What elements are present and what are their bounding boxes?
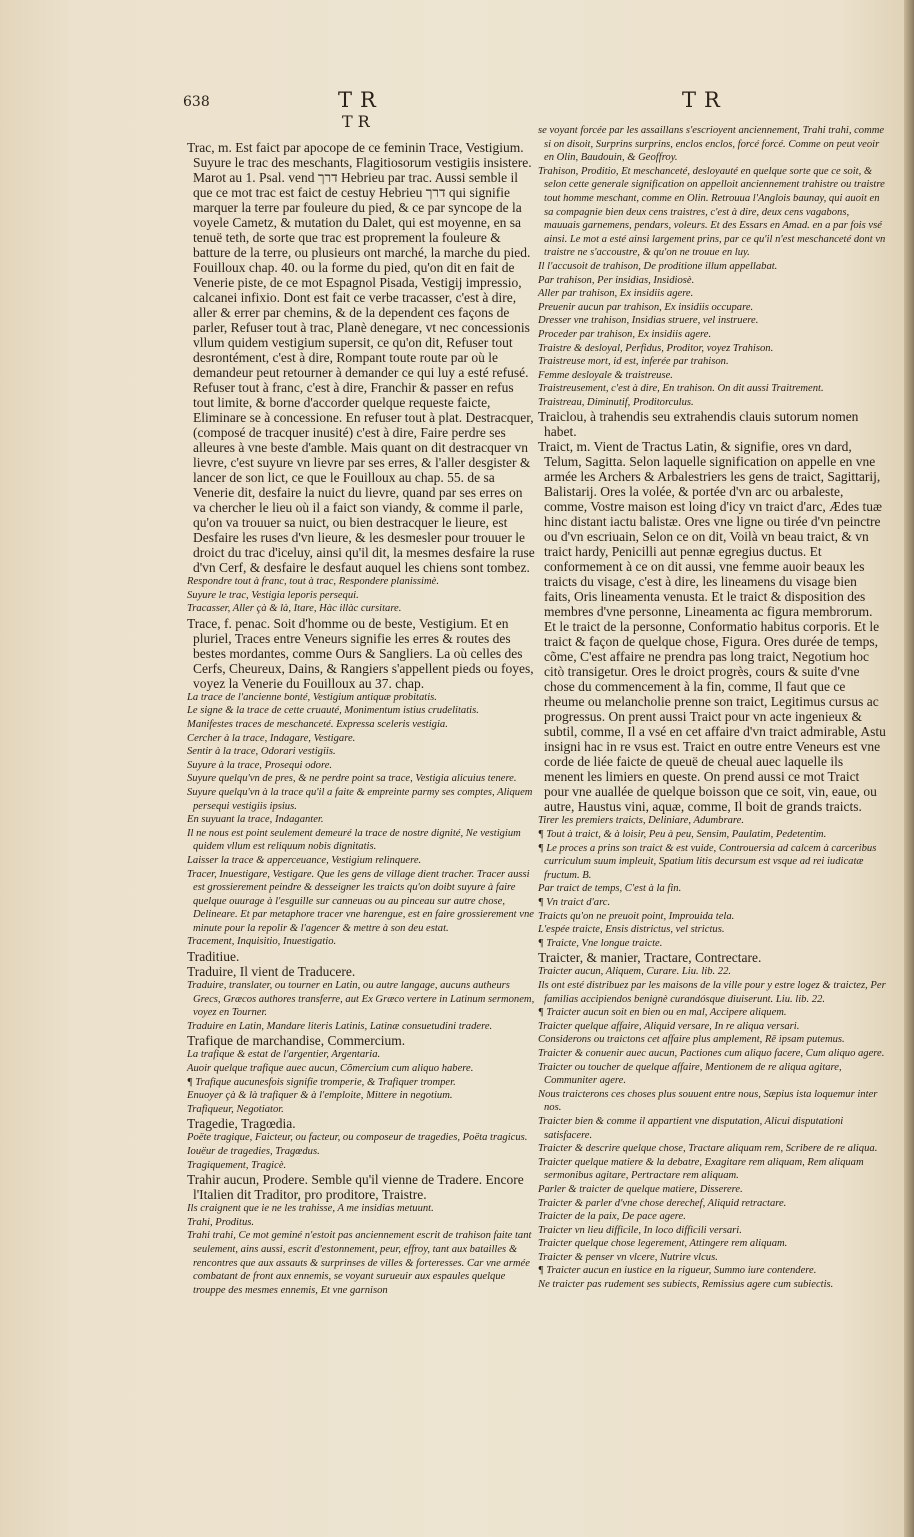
dictionary-entry: Auoir quelque trafique auec aucun, Cõmercium cum aliquo habere. bbox=[187, 1063, 474, 1075]
dictionary-entry: Traicter quelque matiere & la debatre, Exagitare rem aliquam, Rem aliquam sermonibus agitare, Pertractare rem aliquam. bbox=[538, 1156, 864, 1182]
dictionary-entry: ¶ Vn traict d'arc. bbox=[538, 897, 611, 909]
dictionary-entry: Traistreuse mort, id est, inferée par trahison. bbox=[538, 356, 729, 368]
dictionary-entry: Traicter vn lieu difficile, In loco difficili versari. bbox=[538, 1224, 742, 1236]
dictionary-entry: Trafique de marchandise, Commercium. bbox=[187, 1033, 406, 1049]
dictionary-entry: Trafiqueur, Negotiator. bbox=[187, 1103, 284, 1115]
dictionary-entry: Enuoyer çà & là trafiquer & à l'emploite, Mittere in negotium. bbox=[187, 1090, 453, 1102]
dictionary-entry: La trafique & estat de l'argentier, Argentaria. bbox=[187, 1049, 381, 1061]
page-number: 638 bbox=[183, 94, 210, 110]
dictionary-entry: Traicter & penser vn vlcere, Nutrire vlcus. bbox=[538, 1251, 718, 1263]
dictionary-entry: Traduire, translater, ou tourner en Latin, ou autre langage, aucuns autheurs Grecs, Græcos authores transferre, aut Ex Græco vertere in Latinum sermonem, voyez en Tourner. bbox=[187, 980, 535, 1019]
dictionary-entry: Traduire en Latin, Mandare literis Latinis, Latinæ consuetudini tradere. bbox=[187, 1020, 493, 1032]
page-header bbox=[0, 86, 914, 131]
dictionary-entry: Traicter de la paix, De pace agere. bbox=[538, 1211, 686, 1223]
dictionary-entry: Tracasser, Aller çà & là, Itare, Hàc illàc cursitare. bbox=[187, 603, 402, 615]
dictionary-entry: Trahir aucun, Prodere. Semble qu'il vienne de Tradere. Encore l'Italien dit Traditor, pro proditore, Traistre. bbox=[187, 1172, 524, 1203]
dictionary-entry: ¶ Le proces a prins son traict & est vuide, Controuersia ad calcem à carceribus curriculum suum impleuit, Spatium litis decursum est vsque ad rei iudicatæ fructum. B. bbox=[538, 842, 877, 881]
dictionary-entry: Tracement, Inquisitio, Inuestigatio. bbox=[187, 936, 337, 948]
dictionary-entry: Traicter aucun, Aliquem, Curare. Liu. lib. 22. bbox=[538, 966, 732, 978]
dictionary-entry: En suyuant la trace, Indaganter. bbox=[187, 814, 324, 826]
dictionary-entry: Tragiquement, Tragicè. bbox=[187, 1159, 287, 1171]
dictionary-entry: Preuenir aucun par trahison, Ex insidiis occupare. bbox=[538, 301, 754, 313]
dictionary-entry: Manifestes traces de meschanceté. Expressa sceleris vestigia. bbox=[187, 718, 448, 730]
dictionary-entry: ¶ Tout à traict, & à loisir, Peu à peu, Sensim, Paulatim, Pedetentim. bbox=[538, 829, 827, 841]
dictionary-entry: ¶ Traicter aucun en iustice en la rigueur, Summo iure contendere. bbox=[538, 1265, 817, 1277]
section-heading: TR bbox=[342, 112, 375, 131]
dictionary-entry: Traicter & conuenir auec aucun, Pactiones cum aliquo facere, Cum aliquo agere. bbox=[538, 1047, 885, 1059]
dictionary-entry: Traicter, & manier, Tractare, Contrectare. bbox=[538, 950, 762, 966]
dictionary-entry: Traicter ou toucher de quelque affaire, Mentionem de re aliqua agitare, Communiter agere. bbox=[538, 1061, 842, 1087]
running-head-left: TR bbox=[338, 88, 384, 112]
dictionary-entry: La trace de l'ancienne bonté, Vestigium antiquæ probitatis. bbox=[187, 691, 437, 703]
dictionary-entry: Traicter quelque chose legerement, Attingere rem aliquam. bbox=[538, 1238, 788, 1250]
dictionary-entry: se voyant forcée par les assaillans s'escrioyent anciennement, Trahi trahi, comme si on disoit, Surprins surprins, enclos enclos, forcé forcé. Comme on peut veoir en Olin, Baudouin, & Geoffroy. bbox=[538, 125, 885, 164]
dictionary-entry: ¶ Traicte, Vne longue traicte. bbox=[538, 937, 663, 949]
dictionary-entry: Suyure à la trace, Prosequi odore. bbox=[187, 759, 333, 771]
dictionary-entry: Tragedie, Tragœdia. bbox=[187, 1116, 296, 1132]
dictionary-entry: Par traict de temps, C'est à la fin. bbox=[538, 883, 682, 895]
dictionary-entry: Ils ont esté distribuez par les maisons de la ville pour y estre logez & traictez, Per familias accipiendos benignè curandósque diuiserunt. Liu. lib. 22. bbox=[538, 980, 886, 1005]
dictionary-entry: Le signe & la trace de cette cruauté, Monimentum istius crudelitatis. bbox=[187, 705, 479, 717]
dictionary-entry: ¶ Traicter aucun soit en bien ou en mal, Accipere aliquem. bbox=[538, 1007, 787, 1019]
dictionary-entry: Traistreau, Diminutif, Proditorculus. bbox=[538, 396, 694, 408]
dictionary-entry: Aller par trahison, Ex insidiis agere. bbox=[538, 288, 694, 300]
dictionary-entry: L'espée traicte, Ensis districtus, vel strictus. bbox=[538, 924, 725, 936]
dictionary-entry: Ne traicter pas rudement ses subiects, Remissius agere cum subiectis. bbox=[538, 1279, 834, 1291]
right-column bbox=[538, 124, 886, 1292]
dictionary-entry: Traicter quelque affaire, Aliquid versare, In re aliqua versari. bbox=[538, 1020, 800, 1032]
dictionary-entry: Sentir à la trace, Odorari vestigiis. bbox=[187, 746, 336, 758]
dictionary-entry: Traistre & desloyal, Perfidus, Proditor, voyez Trahison. bbox=[538, 342, 774, 354]
dictionary-entry: Traicter & descrire quelque chose, Tractare aliquam rem, Scribere de re aliqua. bbox=[538, 1143, 878, 1155]
dictionary-entry: Traduire, Il vient de Traducere. bbox=[187, 964, 356, 980]
dictionary-entry: Laisser la trace & apperceuance, Vestigium relinquere. bbox=[187, 854, 422, 866]
dictionary-entry: Traict, m. Vient de Tractus Latin, & signifie, ores vn dard, Telum, Sagitta. Selon laquelle signification on appelle en vne armée les Archers & Arbalestriers les gens de traict, Sagittarij, Balistarij. Ores la volée, & portée d'vn arc ou arbaleste, comme, Vostre maison est loing d'icy vn traict d'arc, Ædes tuæ hinc distant iactu balistæ. Ores vne ligne ou tirée d'vn peinctre ou d'vn escriuain, Selon ce on dit, Voilà vn beau traict, & vn traict hardy, Penicilli aut pennæ egregius ductus. Et conformement à ce on dit aussi, vne femme auoir beaux les traicts du visage, c'est à dire, les lineamens du visage bien faits, Oris lineamenta venusta. Et le traict & disposition des membres d'vne personne, Lineamenta ac figura membrorum. Et le traict de la personne, Conformatio habitus corporis. Et le traict & façon de quelque chose, Figura. Ores durée de temps, cõme, C'est affaire ne prendra pas long traict, Negotium hoc citò transigetur. Ores le droict progrès, cours & suite d'vne chose du commencement à la fin, comme, Il faut que ce rheume ou melancholie prenne son traict, Legitimus cursus ac progressus. On prent aussi Traict pour vn acte ingenieux & subtil, comme, Il a vsé en cet affaire d'vn traict admirable, Astu insigni hac in re vsus est. Traict en outre entre Veneurs est vne corde de liée faicte de queuë de cheual auec laquelle ils menent les limiers en queste. On prend aussi ce mot Traict pour vne auallée de quelque boisson que ce soit, vin, eaue, ou autre, Haustus vini, aquæ, comme, Il boit de grands traicts. bbox=[538, 439, 886, 815]
dictionary-entry: Trace, f. penac. Soit d'homme ou de beste, Vestigium. Et en pluriel, Traces entre Veneurs signifie les erres & routes des bestes mordantes, comme Ours & Sangliers. La où celles des Cerfs, Cheureux, Dains, & Rangiers s'appellent pieds ou foyes, voyez la Venerie du Fouilloux au 37. chap. bbox=[187, 615, 534, 691]
dictionary-entry: Trahi, Proditus. bbox=[187, 1216, 255, 1228]
dictionary-entry: Tirer les premiers traicts, Deliniare, Adumbrare. bbox=[538, 815, 744, 827]
dictionary-entry: Traicter bien & comme il appartient vne disputation, Alicui disputationi satisfacere. bbox=[538, 1115, 844, 1141]
dictionary-entry: Femme desloyale & traistreuse. bbox=[538, 369, 673, 381]
dictionary-entry: Ils craignent que ie ne les trahisse, A me insidias metuunt. bbox=[187, 1203, 434, 1215]
dictionary-entry: Considerons ou traictons cet affaire plus amplement, Rē ipsam putemus. bbox=[538, 1034, 845, 1046]
dictionary-entry: Traicter & parler d'vne chose derechef, Aliquid retractare. bbox=[538, 1197, 787, 1209]
dictionary-entry: Parler & traicter de quelque matiere, Disserere. bbox=[538, 1183, 743, 1195]
dictionary-entry: Suyure quelqu'vn à la trace qu'il a faite & empreinte parmy ses comptes, Aliquem persequi vestigiis ipsius. bbox=[187, 786, 533, 812]
dictionary-entry: Il l'accusoit de trahison, De proditione illum appellabat. bbox=[538, 260, 778, 272]
left-column bbox=[187, 140, 535, 1297]
dictionary-entry: Trac, m. Est faict par apocope de ce feminin Trace, Vestigium. Suyure le trac des meschants, Flagitiosorum vestigiis insistere. Marot au 1. Psal. vend דרך Hebrieu par trac. Aussi semble il que ce mot trac est faict de cestuy Hebrieu דרך qui signifie marquer la terre par fouleure du pied, & ce par syncope de la voyele Cametz, & mutation du Dalet, qui est moyenne, en sa tenuë teth, de sorte que trac est proprement la fouleure & batture de la terre, ou plusieurs ont marché, la marche du pied. Fouilloux chap. 40. ou la forme du pied, qu'on dit en fait de Venerie piste, de ce mot Espagnol Pisada, Vestigij impressio, calcanei infixio. Dont est fait ce verbe tracasser, c'est à dire, aller & errer par chemins, & de la dependent ces façons de parler, Refuser tout à trac, Planè denegare, vt nec concessionis vllum quidem vestigium supersit, ce qu'on dit, Refuser tout desrontément, c'est à dire, Rompant toute route par où le demandeur peut retourner à demander ce qui luy a esté refusé. Refuser tout à franc, c'est à dire, Franchir & passer en refus tout limite, & borne d'accorder quelque requeste faicte, Eliminare se à concessione. En refuser tout à plat. Destracquer, (composé de tracquer inusité) c'est à dire, Faire perdre ses alleures à vne beste d'amble. Mais quant on dit destracquer vn lievre, c'est suyure vn lievre par ses erres, & l'aller desgister & lancer de son lict, ce que le Fouilloux au chap. 55. de sa Venerie dit, desfaire la nuict du lievre, quand par ses erres on va chercher le lieu où il a faict son viandy, & comme il parle, qu'on va trouuer sa nuict, ou bien destracquer le lieure, est Desfaire les ruses d'vn lieure, & les desmesler pour trouuer le droict du trac d'iceluy, ainsi qu'il dit, la mesmes desfaire la ruse d'vn Cerf, & desfaire le desfaut auquel les chiens sont tombez. bbox=[187, 140, 535, 575]
dictionary-entry: Traistreusement, c'est à dire, En trahison. On dit aussi Traitrement. bbox=[538, 383, 824, 395]
dictionary-entry: Proceder par trahison, Ex insidiis agere. bbox=[538, 328, 712, 340]
dictionary-entry: Tracer, Inuestigare, Vestigare. Que les gens de village dient tracher. Tracer aussi est grossierement peindre & desseigner les traicts qu'on doibt suyure à faire quelque ouurage à l'esguille sur canneuas ou au pinceau sur autre chose, Delineare. Et par metaphore tracer vne harengue, est en faire grossierement vne minute pour la repolir & l'agencer & mettre à son deu estat. bbox=[187, 868, 534, 934]
running-head-right: TR bbox=[682, 88, 728, 112]
dictionary-entry: Il ne nous est point seulement demeuré la trace de nostre dignité, Ne vestigium quidem vllum est reliquum nobis dignitatis. bbox=[187, 827, 521, 853]
dictionary-entry: Nous traicterons ces choses plus souuent entre nous, Sæpius ista loquemur inter nos. bbox=[538, 1088, 878, 1114]
dictionary-entry: Par trahison, Per insidias, Insidiosè. bbox=[538, 274, 695, 286]
dictionary-entry: ¶ Trafique aucunesfois signifie tromperie, & Trafiquer tromper. bbox=[187, 1076, 456, 1088]
dictionary-entry: Respondre tout à franc, tout à trac, Respondere planissimè. bbox=[187, 576, 439, 587]
dictionary-entry: Cercher à la trace, Indagare, Vestigare. bbox=[187, 732, 356, 744]
dictionary-entry: Traicts qu'on ne preuoit point, Improuida tela. bbox=[538, 910, 735, 922]
dictionary-entry: Traditiue. bbox=[187, 949, 240, 965]
dictionary-entry: Poëte tragique, Faicteur, ou facteur, ou composeur de tragedies, Poëta tragicus. bbox=[187, 1132, 528, 1144]
dictionary-entry: Trahi trahi, Ce mot geminé n'estoit pas anciennement escrit de trahison faite tant seulement, ains aussi, escrit d'estonnement, peur, effroy, tant aux batailles & rencontres que aux assauts & surprinses de villes & forteresses. Car vne armée combatant de front aux ennemis, se voyant surueuir aux espaules quelque trouppe des mesmes ennemis, Et vne garnison bbox=[187, 1230, 532, 1296]
dictionary-entry: Dresser vne trahison, Insidias struere, vel instruere. bbox=[538, 315, 759, 327]
dictionary-entry: Trahison, Proditio, Et meschanceté, desloyauté en quelque sorte que ce soit, & selon cette generale signification on appelloit anciennement trahistre ou traistre tout homme meschant, comme en Olin. Retrouua l'Anglois baunay, qui auoit en sa compagnie bien deux cens traistres, c'est à dire, deux cens vagabons, mauuais garnemens, pendars, voleurs. Et des Essars en Amad. en a par fois vsé ainsi. Le mot a esté ainsi largement prins, par ce qu'il n'est meschanceté dont vn traistre ne s'accoustre, & qu'on ne trouue en luy. bbox=[538, 165, 886, 259]
dictionary-entry: Suyure le trac, Vestigia leporis persequi. bbox=[187, 589, 359, 601]
dictionary-entry: Iouëur de tragedies, Tragœdus. bbox=[187, 1146, 320, 1157]
dictionary-entry: Traiclou, à trahendis seu extrahendis clauis sutorum nomen habet. bbox=[538, 409, 859, 440]
page-edge bbox=[904, 0, 914, 1537]
dictionary-entry: Suyure quelqu'vn de pres, & ne perdre point sa trace, Vestigia alicuius tenere. bbox=[187, 773, 517, 785]
